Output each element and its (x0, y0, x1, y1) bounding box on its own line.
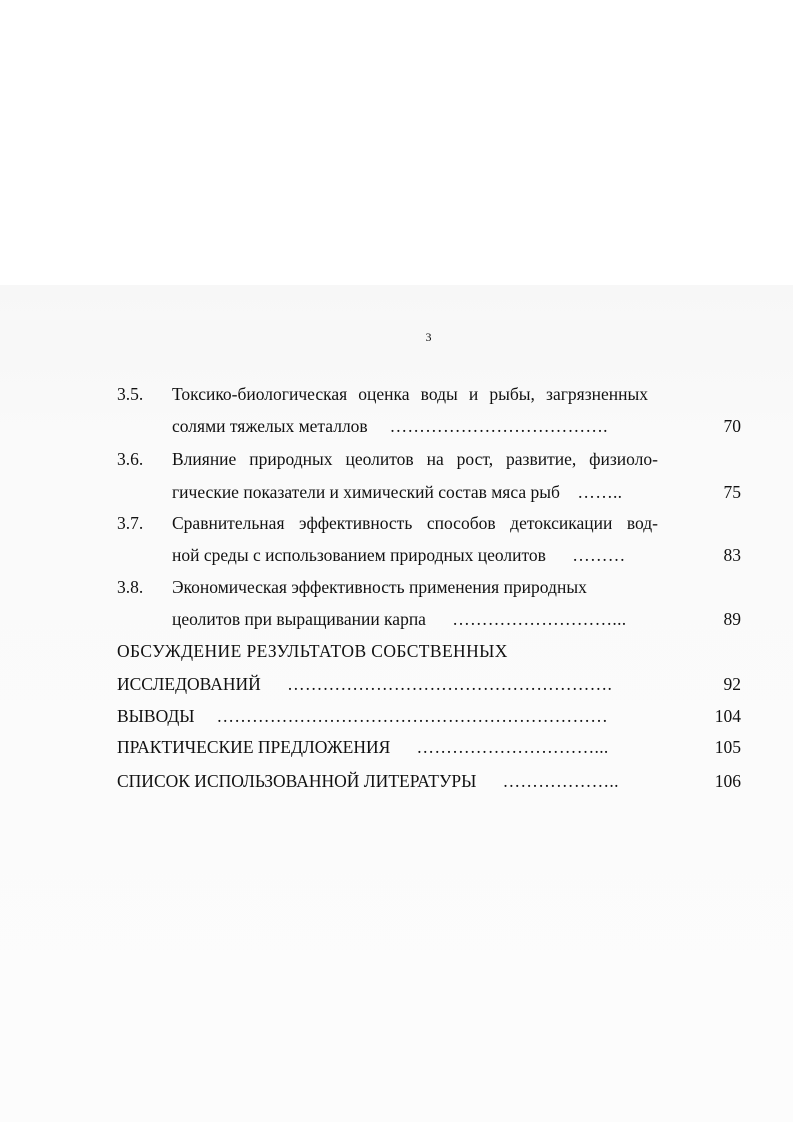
toc-number-3-8: 3.8. (117, 577, 144, 597)
toc-page-practical: 105 (714, 737, 741, 757)
toc-page-discussion: 92 (723, 674, 741, 694)
toc-page-3-7: 83 (723, 545, 741, 565)
leader-dots: ………………………………………………. (287, 674, 613, 694)
toc-page-3-8: 89 (723, 609, 741, 629)
toc-number-3-7: 3.7. (117, 513, 144, 533)
toc-title-3-8-line2 (172, 608, 626, 630)
leader-dots: ……… (572, 545, 626, 565)
toc-references (117, 770, 619, 792)
toc-page-conclusions: 104 (714, 706, 741, 726)
toc-practical (117, 736, 609, 758)
leader-dots: ………………………... (452, 609, 627, 629)
leader-dots: …………………………... (416, 737, 609, 757)
toc-title-text: СПИСОК ИСПОЛЬЗОВАННОЙ ЛИТЕРАТУРЫ (117, 771, 477, 791)
toc-conclusions (117, 705, 608, 727)
toc-number-3-6: 3.6. (117, 449, 144, 469)
toc-page-3-5: 70 (723, 416, 741, 436)
toc-page-3-6: 75 (723, 482, 741, 502)
toc-title-3-6-line2 (172, 481, 622, 503)
toc-number-3-5: 3.5. (117, 384, 144, 404)
toc-title-3-5-line1: Токсико-биологическая оценка воды и рыбы, загрязненных (172, 384, 648, 404)
toc-title-text: ПРАКТИЧЕСКИЕ ПРЕДЛОЖЕНИЯ (117, 737, 391, 757)
toc-title-3-6-line1: Влияние природных цеолитов на рост, развитие, физиоло- (172, 449, 658, 469)
toc-title-text: ВЫВОДЫ (117, 706, 195, 726)
leader-dots: ……………….. (502, 771, 619, 791)
toc-title-text: солями тяжелых металлов (172, 416, 368, 436)
leader-dots: ………………………………………………………… (216, 706, 609, 726)
toc-page-references: 106 (714, 771, 741, 791)
toc-title-3-7-line2 (172, 544, 626, 566)
toc-discussion-line2 (117, 673, 612, 695)
toc-title-text: ИССЛЕДОВАНИЙ (117, 674, 261, 694)
scan-background (0, 285, 793, 1122)
leader-dots: ………………………………. (389, 416, 608, 436)
toc-title-3-5-line2 (172, 415, 608, 437)
toc-title-3-7-line1: Сравнительная эффективность способов детоксикации вод- (172, 513, 658, 533)
toc-title-text: гические показатели и химический состав мяса рыб (172, 482, 560, 502)
toc-discussion-line1: ОБСУЖДЕНИЕ РЕЗУЛЬТАТОВ СОБСТВЕННЫХ (117, 641, 508, 661)
toc-title-text: ной среды с использованием природных цеолитов (172, 545, 546, 565)
toc-title-text: цеолитов при выращивании карпа (172, 609, 426, 629)
leader-dots: …….. (577, 482, 623, 502)
toc-title-3-8-line1: Экономическая эффективность применения природных (172, 577, 587, 597)
page-number: 3 (425, 330, 432, 344)
